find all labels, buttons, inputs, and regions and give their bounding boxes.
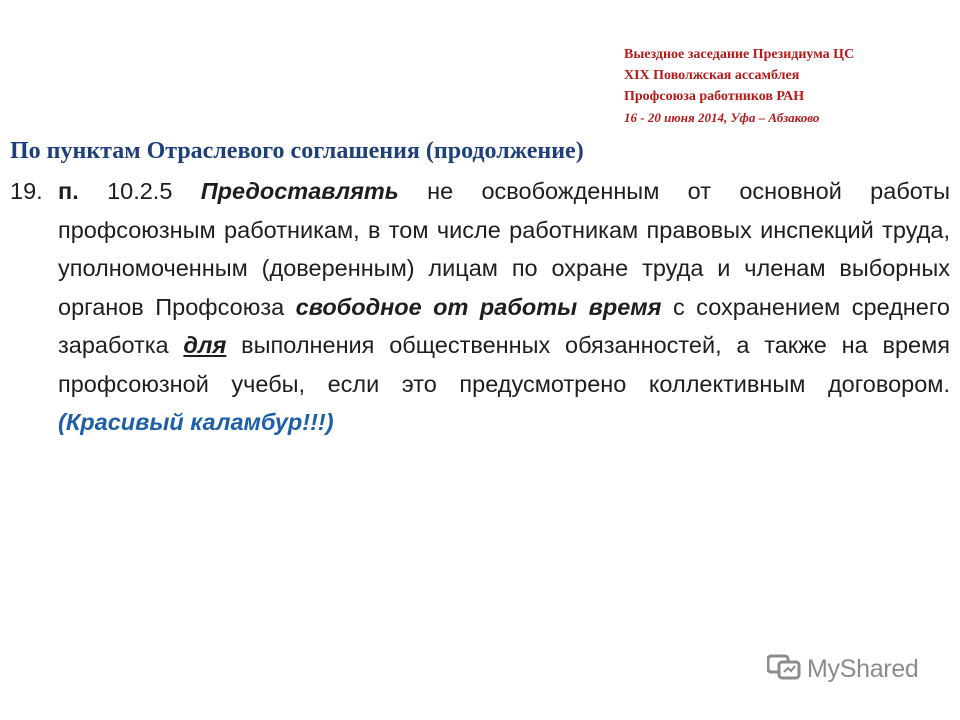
keyword-for: для [183, 332, 227, 358]
keyword-provide: Предоставлять [200, 178, 399, 204]
event-organization: Профсоюза работников РАН [624, 89, 805, 104]
clause-text-1: не освобожденным от основной работы профсоюзным работникам, в том числе работникам правовых инспекций труда, уполномоченным (доверенным) лицам по охране труда и членам выборных органов Профсоюза [58, 178, 950, 320]
slide-title: По пунктам Отраслевого соглашения (продолжение) [10, 138, 584, 164]
keyword-free-time: свободное от работы время [295, 293, 662, 320]
myshared-logo-icon [767, 652, 801, 687]
point-label: п. [58, 178, 79, 204]
event-title: Выездное заседание Президиума ЦС [624, 47, 855, 62]
myshared-logo-text: MyShared [807, 655, 919, 683]
event-dates: 16 - 20 июня 2014, Уфа – Абзаково [624, 110, 820, 125]
clause-text-3: выполнения общественных обязанностей, а также на время профсоюзной учебы, если это предусмотрено коллективным договором. [58, 332, 950, 397]
myshared-watermark [767, 652, 919, 687]
clause-text-2: с сохранением среднего заработка [58, 293, 950, 358]
clause-text [58, 172, 950, 442]
agreement-clause [10, 172, 950, 442]
clause-number: 19. [10, 178, 43, 204]
event-header [624, 44, 954, 128]
clause-remark: (Красивый каламбур!!!) [58, 409, 334, 435]
event-assembly: XIX Поволжская ассамблея [624, 68, 800, 83]
point-number: 10.2.5 [78, 178, 201, 204]
